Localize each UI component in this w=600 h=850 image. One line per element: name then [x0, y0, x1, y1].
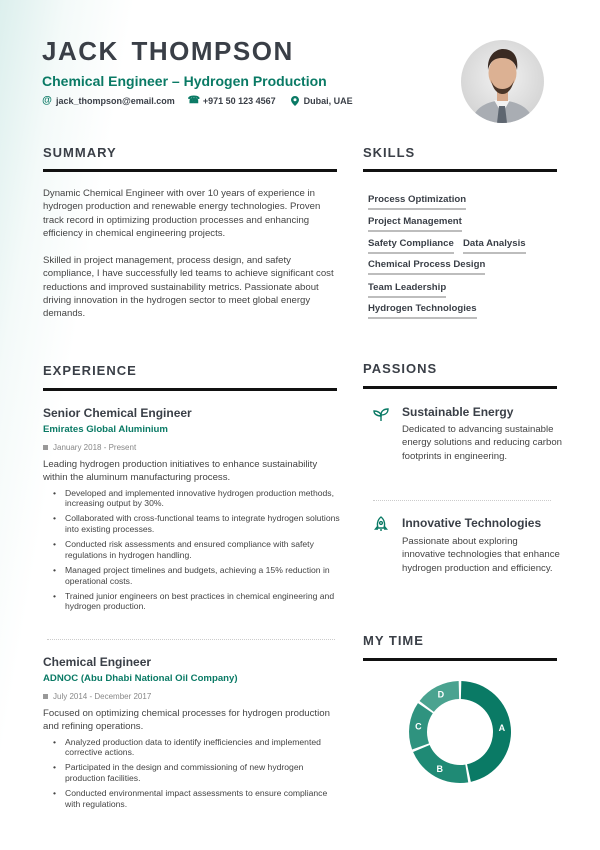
job-bullet: • Managed project timelines and budgets, achieving a 15% reduction in operational costs. [43, 565, 343, 586]
contact-email[interactable] [42, 95, 175, 106]
job-dates [43, 692, 343, 701]
skill-tag: Safety Compliance [368, 233, 454, 254]
skill-tag: Data Analysis [463, 233, 526, 254]
passion-title: Innovative Technologies [402, 516, 542, 530]
summary-divider [43, 169, 337, 172]
candidate-name: JACK THOMPSON [42, 36, 294, 66]
job-bullet: • Trained junior engineers on best practices in chemical engineering and hydrogen production. [43, 591, 343, 612]
at-icon: @ [42, 95, 52, 106]
location-pin-icon [290, 96, 300, 106]
job-bullets [43, 737, 343, 810]
job-bullet: • Collaborated with cross-functional teams to integrate hydrogen solutions into existing processes. [43, 513, 343, 534]
job-summary: Focused on optimizing chemical processes for hydrogen production and refining operations. [43, 708, 330, 733]
skill-tag: Hydrogen Technologies [368, 298, 477, 319]
job-entry [43, 655, 343, 814]
skill-tag: Project Management [368, 211, 462, 232]
job-company: ADNOC (Abu Dhabi National Oil Company) [43, 673, 238, 684]
passion-title: Sustainable Energy [402, 405, 514, 419]
job-title: Chemical Engineer – Hydrogen Production [42, 73, 327, 89]
person-portrait-icon [461, 40, 544, 123]
job-bullet: • Conducted environmental impact assessments to ensure compliance with regulations. [43, 788, 343, 809]
contact-phone[interactable] [189, 95, 276, 106]
job-dates [43, 443, 343, 452]
my-time-divider [363, 658, 557, 661]
job-separator [47, 639, 335, 640]
my-time-heading: MY TIME [363, 633, 424, 648]
skills-heading: SKILLS [363, 145, 416, 160]
profile-photo [461, 40, 544, 123]
job-role: Chemical Engineer [43, 655, 152, 669]
job-dates-text: July 2014 - December 2017 [53, 692, 152, 701]
skill-tag: Process Optimization [368, 189, 466, 210]
calendar-icon [43, 694, 48, 699]
job-entry [43, 406, 343, 617]
contact-location-text: Dubai, UAE [303, 95, 353, 106]
job-bullet: • Conducted risk assessments and ensured compliance with safety regulations in hydrogen handling. [43, 539, 343, 560]
rocket-icon [374, 516, 388, 538]
calendar-icon [43, 445, 48, 450]
contact-location [290, 96, 353, 106]
donut-label-d: D [437, 689, 445, 700]
job-dates-text: January 2018 - Present [53, 443, 137, 452]
passions-heading: PASSIONS [363, 361, 438, 376]
passion-separator [373, 500, 551, 501]
job-role: Senior Chemical Engineer [43, 406, 192, 420]
phone-icon: ☎ [187, 95, 201, 106]
skills-divider [363, 169, 557, 172]
donut-label-c: C [415, 721, 422, 732]
donut-label-b: B [436, 763, 444, 774]
job-bullet: • Participated in the design and commissioning of new hydrogen production facilities. [43, 762, 343, 783]
skill-tag: Chemical Process Design [368, 254, 485, 275]
my-time-chart [400, 672, 520, 792]
job-bullet: • Developed and implemented innovative hydrogen production methods, increasing output by 30%. [43, 488, 343, 509]
passion-description: Dedicated to advancing sustainable energy solutions and reducing carbon footprints in engineering. [402, 424, 563, 462]
job-company: Emirates Global Aluminium [43, 424, 168, 435]
job-bullets [43, 488, 343, 612]
summary-heading: SUMMARY [43, 145, 117, 160]
experience-divider [43, 388, 337, 391]
summary-paragraph-2: Skilled in project management, process design, and safety compliance, I have successfully led teams to achieve significant cost reductions and improved sustainability metrics. Passionate about driving innovation in the hydrogen sector to meet global energy demands. [43, 255, 334, 320]
donut-label-a: A [498, 723, 506, 734]
leaf-sprout-icon [372, 408, 390, 427]
skill-tag: Team Leadership [368, 277, 446, 298]
contact-list [42, 95, 353, 106]
contact-phone-text: +971 50 123 4567 [202, 95, 276, 106]
passions-divider [363, 386, 557, 389]
passion-description: Passionate about exploring innovative technologies that enhance hydrogen production and efficiency. [402, 536, 560, 574]
job-bullet: • Analyzed production data to identify inefficiencies and implemented corrective actions. [43, 737, 343, 758]
contact-email-text: jack_thompson@email.com [56, 95, 175, 106]
donut-chart [400, 672, 520, 792]
experience-heading: EXPERIENCE [43, 363, 137, 378]
summary-paragraph-1: Dynamic Chemical Engineer with over 10 years of experience in hydrogen production and renewable energy technologies. Proven track record in optimizing production processes and enhancing efficiency in chemical engineering projects. [43, 188, 321, 239]
job-summary: Leading hydrogen production initiatives to enhance sustainability within the aluminum manufacturing process. [43, 459, 318, 484]
